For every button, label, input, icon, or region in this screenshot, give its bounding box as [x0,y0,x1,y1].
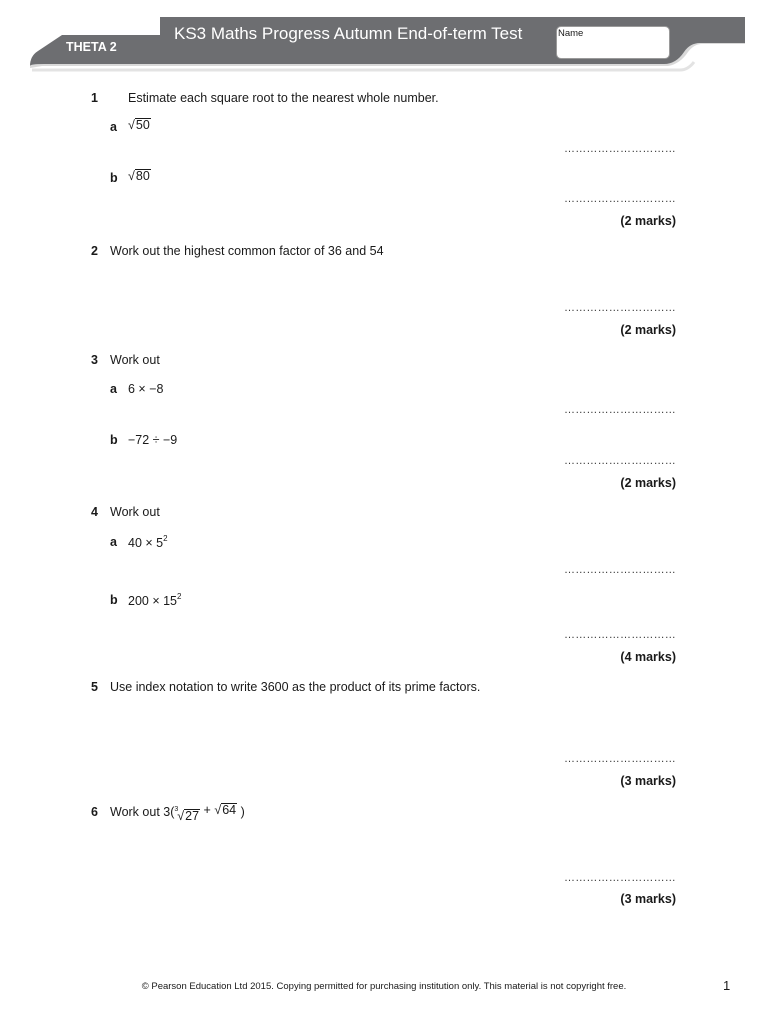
marks-label: (2 marks) [620,323,676,337]
expression-base: 40 × 5 [128,536,164,551]
expression [128,593,181,608]
question-text: Work out 3( [110,805,175,819]
square-root-expression: √ 50 [128,118,150,132]
radicand: 50 [135,118,150,132]
radicand: 64 [222,803,237,817]
marks-label: (3 marks) [620,774,676,788]
question-number: 2 [91,244,98,258]
question-text: Work out the highest common factor of 36 and 54 [110,244,384,258]
question-number: 3 [91,353,98,367]
question-text: Estimate each square root to the nearest whole number. [128,91,439,105]
level-label: THETA 2 [66,40,117,54]
answer-line[interactable]: ………………………… [564,564,676,576]
marks-label: (3 marks) [620,892,676,906]
question-text: Work out [110,505,160,519]
expression: −72 ÷ −9 [128,433,178,447]
answer-line[interactable]: ………………………… [564,872,676,884]
answer-line[interactable]: ………………………… [564,404,676,416]
expression [128,535,168,550]
marks-label: (4 marks) [620,650,676,664]
closing-paren: ) [240,805,245,819]
question-text: Work out [110,353,160,367]
page-number: 1 [723,978,731,993]
question-number: 6 [91,805,98,819]
question-number: 1 [91,91,98,105]
marks-label: (2 marks) [620,476,676,490]
copyright-footer: © Pearson Education Ltd 2015. Copying permitted for purchasing institution only. This material is not copyright free. [141,981,627,992]
test-title: KS3 Maths Progress Autumn End-of-term Test [174,24,523,43]
question-expression: Work out 3( 3 √ 27 + √ 64 ) [110,803,245,823]
answer-line[interactable]: ………………………… [564,302,676,314]
square-root-expression: √ 80 [128,169,150,183]
radicand: 27 [185,809,200,823]
answer-line[interactable]: ………………………… [564,629,676,641]
answer-line[interactable]: ………………………… [564,143,676,155]
name-field[interactable] [556,26,670,59]
expression-base: 200 × 15 [128,594,178,609]
answer-line[interactable]: ………………………… [564,193,676,205]
exponent: 2 [177,592,182,601]
expression: 6 × −8 [128,382,164,396]
marks-label: (2 marks) [620,214,676,228]
name-label: Name [558,28,584,39]
cube-root-index: 3 [174,806,179,813]
part-label: b [110,433,118,447]
plus-sign: + [203,803,211,817]
answer-line[interactable]: ………………………… [564,455,676,467]
part-label: b [110,593,118,607]
exponent: 2 [163,534,168,543]
question-number: 4 [91,505,98,519]
radicand: 80 [135,169,150,183]
part-label: a [110,120,117,134]
question-text: Use index notation to write 3600 as the product of its prime factors. [110,680,481,694]
question-number: 5 [91,680,98,694]
answer-line[interactable]: ………………………… [564,753,676,765]
part-label: a [110,382,117,396]
part-label: a [110,535,117,549]
part-label: b [110,171,118,185]
